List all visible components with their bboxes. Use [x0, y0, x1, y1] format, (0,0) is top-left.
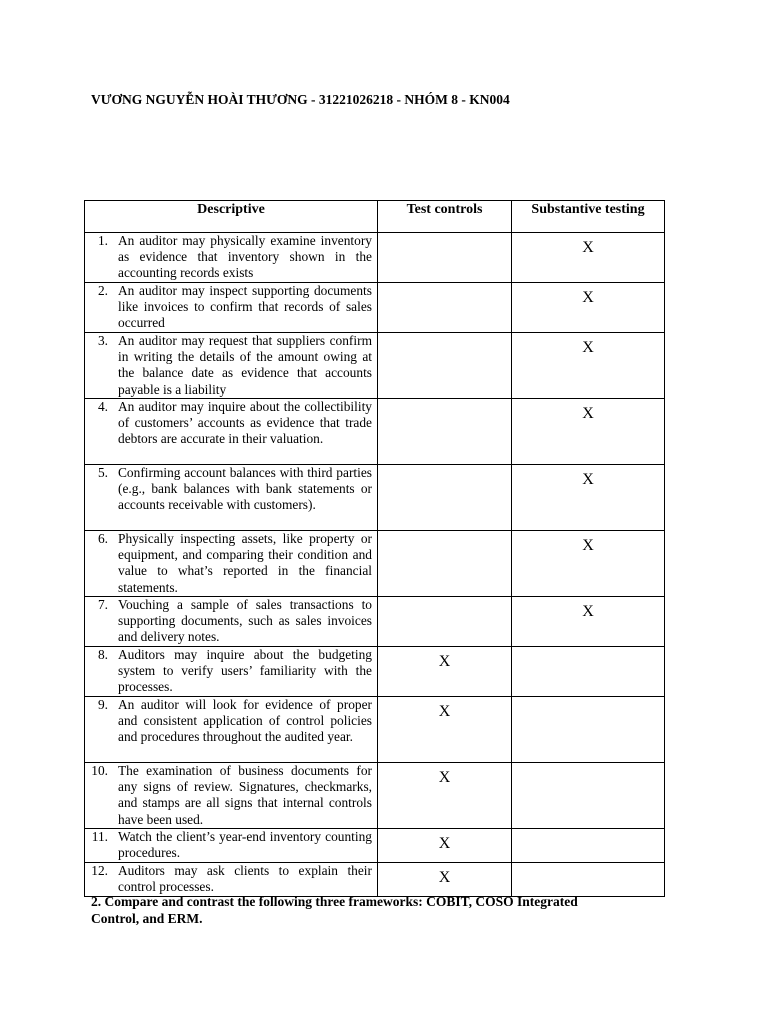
test-controls-cell	[378, 597, 512, 647]
table-row	[85, 697, 665, 763]
row-description-cell	[85, 697, 378, 763]
column-header-substantive-testing: Substantive testing	[512, 201, 665, 233]
row-description: The examination of business documents for any signs of review. Signatures, checkmarks, and stamps are all signs that internal controls have been used.	[118, 763, 372, 827]
substantive-testing-mark	[512, 763, 664, 769]
test-controls-mark	[378, 465, 511, 471]
test-controls-mark	[378, 399, 511, 405]
substantive-testing-mark: X	[582, 603, 594, 620]
row-number: 1.	[97, 233, 108, 248]
test-controls-cell	[378, 531, 512, 597]
document-header: VƯƠNG NGUYỄN HOÀI THƯƠNG - 31221026218 - NHÓM 8 - KN004	[91, 92, 510, 107]
test-controls-cell	[378, 829, 512, 863]
row-number: 11.	[91, 829, 108, 844]
row-description: An auditor may inspect supporting documents like invoices to confirm that records of sales occurred	[118, 283, 372, 331]
substantive-testing-mark: X	[582, 537, 594, 554]
row-number: 3.	[97, 333, 108, 348]
table-row	[85, 863, 665, 897]
test-controls-cell	[378, 647, 512, 697]
row-description: Vouching a sample of sales transactions to supporting documents, such as sales invoices and delivery notes.	[118, 597, 372, 645]
classification-table	[84, 200, 665, 897]
test-controls-mark: X	[438, 869, 451, 886]
row-number: 12.	[91, 863, 108, 878]
row-description-cell	[85, 647, 378, 697]
test-controls-mark: X	[438, 653, 451, 670]
row-description-cell	[85, 399, 378, 465]
column-header-test-controls: Test controls	[378, 201, 512, 233]
substantive-testing-cell	[512, 399, 665, 465]
substantive-testing-cell	[512, 597, 665, 647]
table-row	[85, 647, 665, 697]
test-controls-mark	[378, 283, 511, 289]
row-description-cell	[85, 465, 378, 531]
row-number: 10.	[91, 763, 108, 778]
row-description: An auditor may request that suppliers confirm in writing the details of the amount owing at the balance date as evidence that accounts payable is a liability	[118, 333, 372, 397]
table-body	[85, 233, 665, 897]
substantive-testing-mark: X	[582, 471, 594, 488]
row-description: Auditors may inquire about the budgeting system to verify users’ familiarity with the processes.	[118, 647, 372, 695]
row-description-cell	[85, 283, 378, 333]
row-description-cell	[85, 863, 378, 897]
table-row	[85, 233, 665, 283]
row-description: Auditors may ask clients to explain their control processes.	[118, 863, 372, 895]
test-controls-mark	[378, 233, 511, 239]
row-number: 4.	[97, 399, 108, 414]
substantive-testing-cell	[512, 283, 665, 333]
test-controls-mark	[378, 597, 511, 603]
test-controls-cell	[378, 233, 512, 283]
table-row	[85, 333, 665, 399]
row-description: Physically inspecting assets, like property or equipment, and comparing their condition and value to what’s reported in the financial statements.	[118, 531, 372, 595]
test-controls-cell	[378, 465, 512, 531]
row-description: Confirming account balances with third parties (e.g., bank balances with bank statements or accounts receivable with customers).	[118, 465, 372, 513]
test-controls-mark: X	[438, 769, 451, 786]
test-controls-cell	[378, 399, 512, 465]
row-description-cell	[85, 597, 378, 647]
row-description: An auditor will look for evidence of proper and consistent application of control policies and procedures throughout the audited year.	[118, 697, 372, 745]
substantive-testing-mark: X	[582, 239, 594, 256]
row-description: Watch the client’s year-end inventory counting procedures.	[118, 829, 372, 861]
substantive-testing-cell	[512, 233, 665, 283]
row-description: An auditor may inquire about the collectibility of customers’ accounts as evidence that trade debtors are accurate in their valuation.	[118, 399, 372, 447]
row-number: 2.	[97, 283, 108, 298]
table-row	[85, 763, 665, 829]
test-controls-cell	[378, 283, 512, 333]
substantive-testing-cell	[512, 863, 665, 897]
substantive-testing-mark	[512, 863, 664, 869]
row-number: 5.	[97, 465, 108, 480]
substantive-testing-mark	[512, 829, 664, 835]
substantive-testing-mark: X	[582, 289, 594, 306]
test-controls-cell	[378, 863, 512, 897]
substantive-testing-mark	[512, 697, 664, 703]
table-row	[85, 465, 665, 531]
row-number: 6.	[97, 531, 108, 546]
substantive-testing-cell	[512, 829, 665, 863]
table-row	[85, 597, 665, 647]
test-controls-mark: X	[438, 835, 451, 852]
test-controls-cell	[378, 333, 512, 399]
test-controls-mark	[378, 531, 511, 537]
row-description-cell	[85, 333, 378, 399]
row-description: An auditor may physically examine inventory as evidence that inventory shown in the accounting records exists	[118, 233, 372, 281]
table-row	[85, 829, 665, 863]
substantive-testing-mark: X	[582, 405, 594, 422]
row-description-cell	[85, 763, 378, 829]
test-controls-mark: X	[438, 703, 451, 720]
substantive-testing-cell	[512, 763, 665, 829]
substantive-testing-mark: X	[582, 339, 594, 356]
substantive-testing-mark	[512, 647, 664, 653]
row-number: 9.	[97, 697, 108, 712]
test-controls-cell	[378, 763, 512, 829]
row-description-cell	[85, 829, 378, 863]
substantive-testing-cell	[512, 697, 665, 763]
question-heading: 2. Compare and contrast the following three frameworks: COBIT, COSO Integrated Control, and ERM.	[91, 894, 578, 926]
row-number: 8.	[97, 647, 108, 662]
column-header-descriptive: Descriptive	[85, 201, 378, 233]
row-description-cell	[85, 531, 378, 597]
test-controls-cell	[378, 697, 512, 763]
table-row	[85, 283, 665, 333]
table-header-row	[85, 201, 665, 233]
table-row	[85, 399, 665, 465]
substantive-testing-cell	[512, 647, 665, 697]
row-description-cell	[85, 233, 378, 283]
test-controls-mark	[378, 333, 511, 339]
table-row	[85, 531, 665, 597]
substantive-testing-cell	[512, 531, 665, 597]
substantive-testing-cell	[512, 333, 665, 399]
row-number: 7.	[97, 597, 108, 612]
substantive-testing-cell	[512, 465, 665, 531]
